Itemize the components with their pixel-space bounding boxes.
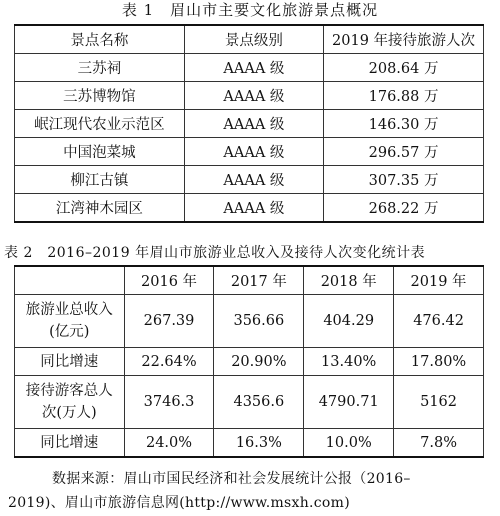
spot-visitors: 176.88 万 <box>324 82 484 110</box>
spot-visitors: 296.57 万 <box>324 138 484 166</box>
data-cell: 267.39 <box>124 295 214 348</box>
scenic-spots-table <box>14 24 484 223</box>
spot-level: AAAA 级 <box>184 54 323 82</box>
spot-name: 中国泡菜城 <box>15 138 185 166</box>
spot-name: 岷江现代农业示范区 <box>15 110 185 138</box>
year-header: 2017 年 <box>214 266 304 295</box>
table1-caption: 表 1 眉山市主要文化旅游景点概况 <box>121 1 379 19</box>
row-header: 接待游客总人次(万人) <box>15 376 125 429</box>
data-source-note <box>8 467 494 515</box>
row-header: 同比增速 <box>15 429 125 458</box>
spot-visitors: 146.30 万 <box>324 110 484 138</box>
table-row <box>15 54 484 82</box>
table-row <box>15 348 484 376</box>
data-cell: 476.42 <box>394 295 484 348</box>
year-header: 2018 年 <box>304 266 394 295</box>
spot-level: AAAA 级 <box>184 138 323 166</box>
data-cell: 3746.3 <box>124 376 214 429</box>
table-row <box>15 376 484 429</box>
column-header: 景点级别 <box>184 25 323 54</box>
data-cell: 5162 <box>394 376 484 429</box>
table2-caption: 表 2 2016–2019 年眉山市旅游业总收入及接待人次变化统计表 <box>4 245 426 261</box>
spot-level: AAAA 级 <box>184 82 323 110</box>
table-row <box>15 429 484 458</box>
spot-name: 三苏博物馆 <box>15 82 185 110</box>
data-cell: 17.80% <box>394 348 484 376</box>
spot-visitors: 307.35 万 <box>324 166 484 194</box>
column-header: 2019 年接待旅游人次 <box>324 25 484 54</box>
spot-visitors: 268.22 万 <box>324 194 484 223</box>
data-cell: 4356.6 <box>214 376 304 429</box>
spot-name: 柳江古镇 <box>15 166 185 194</box>
spot-visitors: 208.64 万 <box>324 54 484 82</box>
table-row <box>15 194 484 223</box>
table-row <box>15 295 484 348</box>
table-row <box>15 138 484 166</box>
data-cell: 7.8% <box>394 429 484 458</box>
data-cell: 13.40% <box>304 348 394 376</box>
row-header: 旅游业总收入(亿元) <box>15 295 125 348</box>
data-cell: 22.64% <box>124 348 214 376</box>
table-header-row <box>15 25 484 54</box>
table-row <box>15 110 484 138</box>
data-cell: 4790.71 <box>304 376 394 429</box>
corner-cell <box>15 266 125 295</box>
tourism-stats-table <box>14 265 484 458</box>
data-cell: 404.29 <box>304 295 394 348</box>
spot-level: AAAA 级 <box>184 194 323 223</box>
data-cell: 10.0% <box>304 429 394 458</box>
spot-name: 江湾神木园区 <box>15 194 185 223</box>
table-row <box>15 166 484 194</box>
table-header-row <box>15 266 484 295</box>
year-header: 2016 年 <box>124 266 214 295</box>
spot-level: AAAA 级 <box>184 110 323 138</box>
data-cell: 20.90% <box>214 348 304 376</box>
source-line-1: 数据来源：眉山市国民经济和社会发展统计公报（2016– <box>52 471 411 487</box>
year-header: 2019 年 <box>394 266 484 295</box>
data-cell: 24.0% <box>124 429 214 458</box>
source-line-2: 2019)、眉山市旅游信息网(http://www.msxh.com) <box>8 495 351 511</box>
row-header: 同比增速 <box>15 348 125 376</box>
data-cell: 16.3% <box>214 429 304 458</box>
spot-name: 三苏祠 <box>15 54 185 82</box>
spot-level: AAAA 级 <box>184 166 323 194</box>
table-row <box>15 82 484 110</box>
data-cell: 356.66 <box>214 295 304 348</box>
column-header: 景点名称 <box>15 25 185 54</box>
